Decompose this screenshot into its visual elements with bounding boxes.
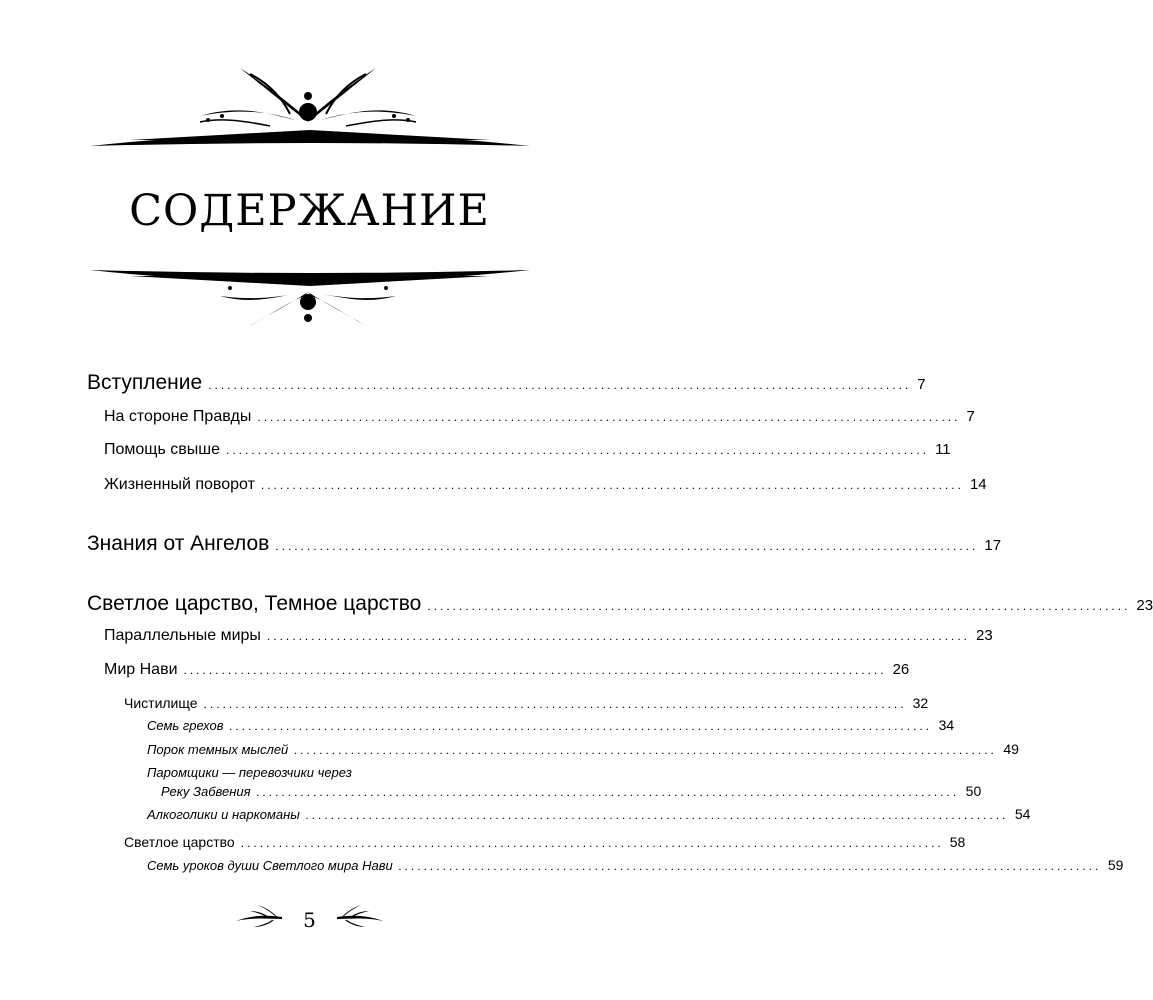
toc-entry[interactable]: Помощь свыше ............................................................................................................... 11 [104, 441, 951, 458]
toc-entry[interactable]: Семь уроков души Светлого мира Нави ............................................................................................................... 59 [147, 857, 1124, 873]
footer-right-ornament [335, 905, 385, 927]
page-ref: 14 [969, 476, 987, 493]
toc-entry[interactable]: Параллельные миры ............................................................................................................... 23 [104, 627, 993, 644]
toc-entry[interactable]: Чистилище ............................................................................................................... 32 [124, 695, 929, 711]
dot-leader: ............................................................................................................... [203, 697, 907, 711]
page-ref: 59 [1107, 857, 1124, 873]
dot-leader: ............................................................................................................... [240, 836, 944, 850]
dot-leader: ............................................................................................................... [260, 478, 964, 492]
dot-leader: ............................................................................................................... [398, 859, 1102, 873]
toc-entry[interactable]: Порок темных мыслей ............................................................................................................... 49 [147, 741, 1019, 757]
toc-entry[interactable]: Знания от Ангелов ............................................................................................................... 17 [87, 532, 1002, 555]
toc-entry[interactable]: Мир Нави ............................................................................................................... 26 [104, 661, 910, 678]
dot-leader: ............................................................................................................... [294, 743, 998, 757]
page-number: 5 [303, 908, 316, 932]
dot-leader: ............................................................................................................... [183, 663, 887, 677]
top-ornament [90, 64, 530, 156]
page-ref: 7 [917, 376, 926, 393]
dot-leader: ............................................................................................................... [305, 808, 1009, 822]
page-ref: 7 [966, 408, 975, 425]
toc-entry[interactable]: Жизненный поворот ............................................................................................................... 14 [104, 476, 987, 493]
page-ref: 49 [1003, 741, 1019, 757]
dot-leader: ............................................................................................................... [275, 539, 979, 553]
toc-entry[interactable]: Семь грехов ............................................................................................................... 34 [147, 717, 955, 733]
dot-leader: ............................................................................................................... [257, 410, 961, 424]
page-ref: 58 [949, 834, 966, 850]
title-bottom-ornament [90, 264, 530, 328]
toc-entry[interactable]: Вступление ............................................................................................................... 7 [87, 371, 926, 394]
page-ref: 23 [1136, 597, 1153, 614]
dot-leader: ............................................................................................................... [208, 378, 912, 392]
toc-entry[interactable]: Реку Забвения ............................................................................................................... 50 [161, 783, 982, 799]
dot-leader: ............................................................................................................... [229, 719, 933, 733]
dot-leader: ............................................................................................................... [256, 785, 960, 799]
page-title: СОДЕРЖАНИЕ [129, 186, 490, 236]
toc-entry[interactable]: Алкоголики и наркоманы ............................................................................................................... 54 [147, 806, 1031, 822]
page-ref: 50 [965, 783, 982, 799]
dot-leader: ............................................................................................................... [225, 443, 930, 457]
page-ref: 17 [984, 537, 1002, 554]
page-ref: 54 [1014, 806, 1031, 822]
dot-leader: ............................................................................................................... [427, 599, 1131, 613]
page-ref: 32 [912, 695, 929, 711]
dot-leader: ............................................................................................................... [266, 629, 970, 643]
page-ref: 11 [935, 441, 951, 458]
page-ref: 23 [976, 627, 993, 644]
page-ref: 26 [892, 661, 910, 678]
page-ref: 34 [938, 717, 955, 733]
toc-entry[interactable]: Светлое царство ............................................................................................................... 58 [124, 834, 966, 850]
toc-entry-line[interactable]: Паромщики — перевозчики через [147, 765, 352, 780]
toc-entry[interactable]: Светлое царство, Темное царство ............................................................................................................... 23 [87, 592, 1153, 615]
toc-entry[interactable]: На стороне Правды ............................................................................................................... 7 [104, 408, 975, 425]
